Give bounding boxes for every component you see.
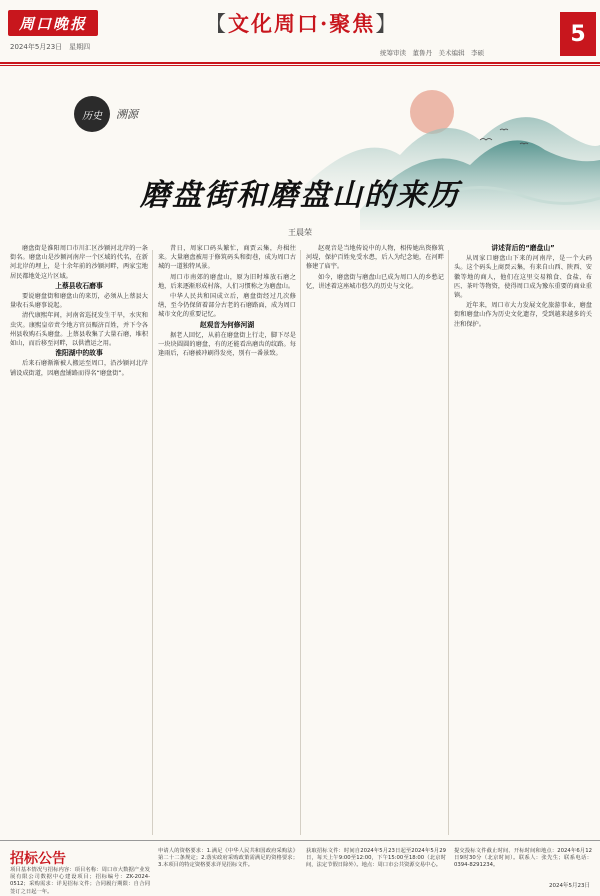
subheading: 淮阳湖中的故事 bbox=[55, 349, 103, 358]
article-column-2 bbox=[158, 244, 296, 359]
paragraph: 磨盘街是淮阳周口市川汇区沙颍河北岸的一条街名。磨盘山是沙颍河南岸一个区域的代名，在新河北岸的埋上，是十余年前的沙颍河畔，两家宝地居民都地处这片区域。 bbox=[10, 245, 148, 280]
ad-divider bbox=[0, 840, 600, 841]
article-byline: 王晨荣 bbox=[288, 228, 312, 237]
section-title-text: 文化周口·聚焦 bbox=[228, 11, 376, 36]
article-column-1 bbox=[10, 244, 148, 379]
paragraph: 中华人民共和国成立后，磨盘街经过几次修缮，至今仍保留着部分古老的石磨路面，成为周口城市文化的重要记忆。 bbox=[158, 293, 296, 319]
section-title: 【文化周口·聚焦】 bbox=[205, 11, 399, 36]
paragraph: 据老人回忆，从前在磨盘街上行走，脚下尽是一块块圆圆的磨盘，有的还能看出磨齿的纹路。每逢雨后，石磨被冲刷得发亮，别有一番景致。 bbox=[158, 331, 296, 358]
subheading: 赵观音为何修河湖 bbox=[199, 320, 255, 329]
paragraph: 从周家口磨盘山下来的河南岸，是一个大码头。这个码头上商贾云集，有来自山西、陕西、安徽等地的商人，他们在这里交易粮食、食盐、布匹、茶叶等物资，使得周口成为豫东重要的商业重镇。 bbox=[454, 255, 592, 300]
paragraph: 近年来，周口市大力发展文化旅游事业，磨盘街和磨盘山作为历史文化遗存，受到越来越多的关注和保护。 bbox=[454, 302, 592, 328]
article-column-3 bbox=[306, 244, 444, 292]
paragraph: 后来石磨渐渐被人搬运至周口，沿沙颍河北岸铺设成街道，因磨盘铺路而得名“磨盘街”。 bbox=[10, 360, 148, 377]
tender-notice-col-2 bbox=[158, 848, 298, 870]
tender-text: 获取招标文件：时间自2024年5月23日起至2024年5月29日，每天上午9:00至12:00，下午15:00至18:00（北京时间，法定节假日除外）。地点：周口市公共资源交易中心。 bbox=[306, 848, 446, 869]
paragraph: 要说磨盘街和磨盘山的来历，必须从上蔡县大量收石头磨事说起。 bbox=[10, 293, 148, 310]
header-rule-thin bbox=[0, 65, 600, 66]
page-number: 5 bbox=[560, 12, 596, 56]
tender-text: 提交投标文件截止时间、开标时间和地点：2024年6月12日9时30分（北京时间）。联系人：张先生；联系电话：0394-8291234。 bbox=[454, 848, 592, 869]
tender-text: 项目基本情况与招标内容：项目名称：周口市大数据产业发展有限公司数据中心建设项目；招标编号：ZK-2024-0512；采购需求：详见招标文件；合同履行期限：自合同签订之日起一年。 bbox=[10, 867, 150, 895]
dateline: 2024年5月23日 星期四 bbox=[10, 43, 91, 51]
subheading: 讲述背后的“磨盘山” bbox=[491, 244, 555, 252]
paragraph: 昔日，周家口码头繁忙，商贾云集，舟楫往来。大量磨盘被用于修筑码头和街巷，成为周口古城的一道独特风景。 bbox=[158, 245, 296, 271]
tender-notice-col-4 bbox=[454, 848, 592, 870]
subheading: 上蔡县收石磨事 bbox=[55, 281, 103, 290]
sun-icon bbox=[410, 90, 454, 134]
header-rule bbox=[0, 62, 600, 64]
tender-notice-col-3 bbox=[306, 848, 446, 870]
column-name: 溯源 bbox=[116, 108, 138, 121]
article-title: 磨盘街和磨盘山的来历 bbox=[140, 178, 460, 213]
column-divider bbox=[300, 250, 301, 835]
column-divider bbox=[152, 250, 153, 835]
tender-notice-col-1 bbox=[10, 867, 150, 896]
paragraph: 清代康熙年间，河南省巡抚发生干旱，水灾和虫灾。康熙皇帝责令地方官员赈济百姓，并下令各州县收购石头磨盘。上蔡县收集了大量石磨，堆积如山，而后移至河畔，以供漕运之用。 bbox=[10, 312, 148, 348]
tender-notice-title: 招标公告 bbox=[10, 851, 66, 867]
article-column-4 bbox=[454, 244, 592, 330]
paragraph: 如今，磨盘街与磨盘山已成为周口人的乡愁记忆，讲述着这座城市悠久的历史与文化。 bbox=[306, 273, 444, 290]
history-badge: 历史 bbox=[74, 96, 110, 132]
column-divider bbox=[448, 250, 449, 835]
page-header bbox=[0, 0, 600, 68]
paragraph: 周口市南郊的磨盘山，原为旧时堆放石磨之地，后来逐渐形成村落，人们习惯称之为磨盘山。 bbox=[158, 273, 296, 290]
tender-date: 2024年5月23日 bbox=[549, 883, 590, 889]
tender-text: 申请人的资格要求：1.满足《中华人民共和国政府采购法》第二十二条规定；2.落实政府采购政策需满足的资格要求；3.本项目的特定资格要求详见招标文件。 bbox=[158, 848, 298, 869]
editor-credits: 统筹审读 董鲁丹 美术编辑 李硕 bbox=[380, 49, 484, 57]
paragraph: 赵观音是当地传说中的人物，相传她出资修筑河堤，保护百姓免受水患，后人为纪念她，在河畔修建了庙宇。 bbox=[306, 245, 444, 271]
newspaper-logo: 周口晚报 bbox=[8, 10, 98, 36]
